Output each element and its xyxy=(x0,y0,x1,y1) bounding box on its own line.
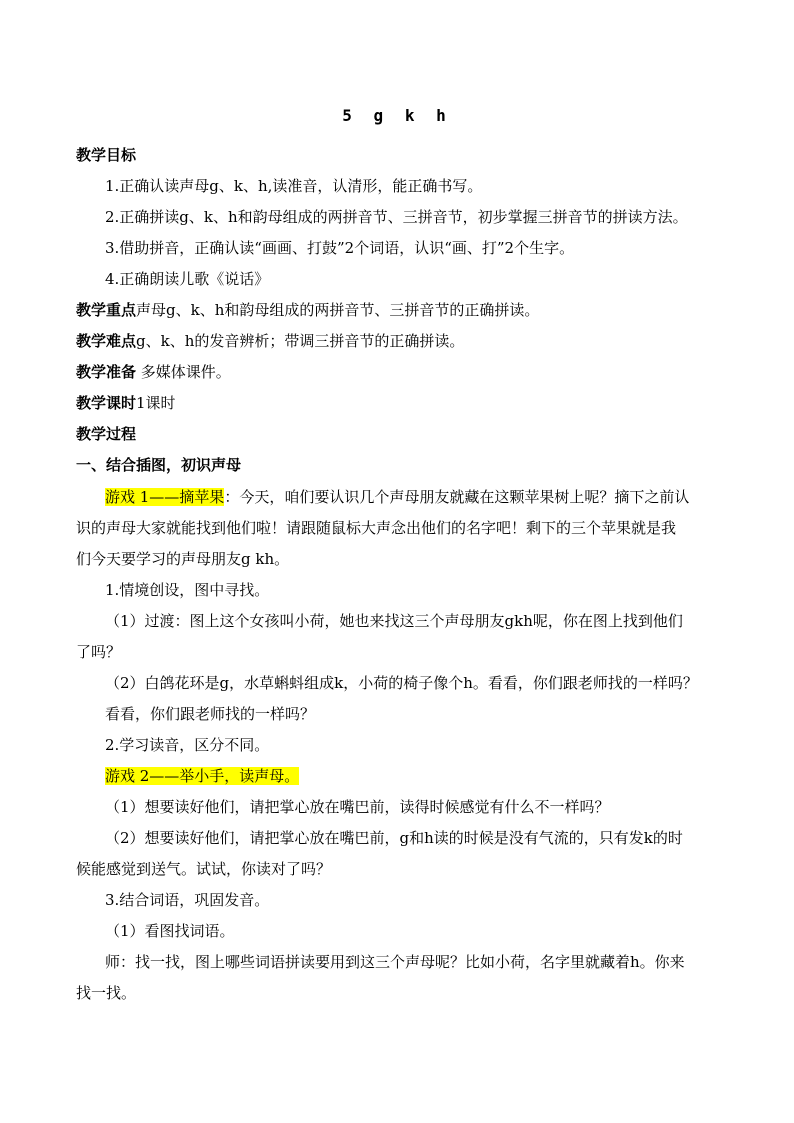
game-1-line-2: 识的声母大家就能找到他们啦！请跟随鼠标大声念出他们的名字吧！剩下的三个苹果就是我 xyxy=(76,519,677,537)
preparation xyxy=(76,362,231,382)
preparation-text: 多媒体课件。 xyxy=(136,363,231,381)
item-1-p2-line-1: （2）白鸽花环是g，水草蝌蚪组成k，小荷的椅子像个h。看看，你们跟老师找的一样吗？ xyxy=(105,674,698,692)
item-1-p1-line-1: （1）过渡：图上这个女孩叫小荷，她也来找这三个声母朋友gkh呢，你在图上找到他们 xyxy=(105,612,683,630)
item-3: 3.结合词语，巩固发音。 xyxy=(105,891,270,909)
goals-heading: 教学目标 xyxy=(76,146,137,164)
game-1-colon: ： xyxy=(224,488,240,506)
item-1-p1-line-2: 了吗？ xyxy=(76,643,122,661)
key-point-label: 教学重点 xyxy=(76,301,137,319)
game-1-line-3: 们今天要学习的声母朋友g kh。 xyxy=(76,550,290,568)
difficulty-text: g、k、h的发音辨析；带调三拼音节的正确拼读。 xyxy=(136,332,465,350)
item-1: 1.情境创设，图中寻找。 xyxy=(105,581,270,599)
game-2-line xyxy=(105,766,299,786)
item-2-p1: （1）想要读好他们，请把掌心放在嘴巴前，读得时候感觉有什么不一样吗？ xyxy=(105,798,610,816)
goal-item-3: 3.借助拼音，正确认读“画画、打鼓”2个词语，认识“画、打”2个生字。 xyxy=(105,239,575,257)
preparation-label: 教学准备 xyxy=(76,363,137,381)
teacher-line-2: 找一找。 xyxy=(76,984,137,1002)
class-hours xyxy=(76,393,176,413)
game-1-text-1: 今天，咱们要认识几个声母朋友就藏在这颗苹果树上呢？摘下之前认 xyxy=(239,488,690,506)
key-point-text: 声母g、k、h和韵母组成的两拼音节、三拼音节的正确拼读。 xyxy=(136,301,540,319)
item-3-p1: （1）看图找词语。 xyxy=(105,922,235,940)
key-point xyxy=(76,300,539,320)
difficulty-label: 教学难点 xyxy=(76,332,137,350)
teacher-line-1: 师：找一找，图上哪些词语拼读要用到这三个声母呢？比如小荷，名字里就藏着h。你来 xyxy=(105,953,685,971)
goal-item-2: 2.正确拼读g、k、h和韵母组成的两拼音节、三拼音节，初步掌握三拼音节的拼读方法。 xyxy=(105,208,688,226)
difficulty xyxy=(76,331,464,351)
goal-item-1: 1.正确认读声母g、k、h,读准音，认清形，能正确书写。 xyxy=(105,177,483,195)
item-1-p2-line-2: 看看，你们跟老师找的一样吗？ xyxy=(105,705,316,723)
item-2: 2.学习读音，区分不同。 xyxy=(105,736,270,754)
item-2-p2-line-2: 候能感觉到送气。试试，你读对了吗？ xyxy=(76,860,332,878)
game-1-label: 游戏 1——摘苹果 xyxy=(105,488,225,506)
section-1-heading: 一、结合插图，初识声母 xyxy=(76,456,242,474)
item-2-p2-line-1: （2）想要读好他们，请把掌心放在嘴巴前，g和h读的时候是没有气流的，只有发k的时 xyxy=(105,829,683,847)
lesson-title: 5 g k h xyxy=(342,106,452,125)
class-hours-label: 教学课时 xyxy=(76,394,137,412)
game-2-label: 游戏 2——举小手，读声母。 xyxy=(105,767,300,785)
goal-item-4: 4.正确朗读儿歌《说话》 xyxy=(105,270,270,288)
game-1-line-1 xyxy=(105,487,689,507)
process-heading: 教学过程 xyxy=(76,425,137,443)
class-hours-text: 1课时 xyxy=(136,394,176,412)
